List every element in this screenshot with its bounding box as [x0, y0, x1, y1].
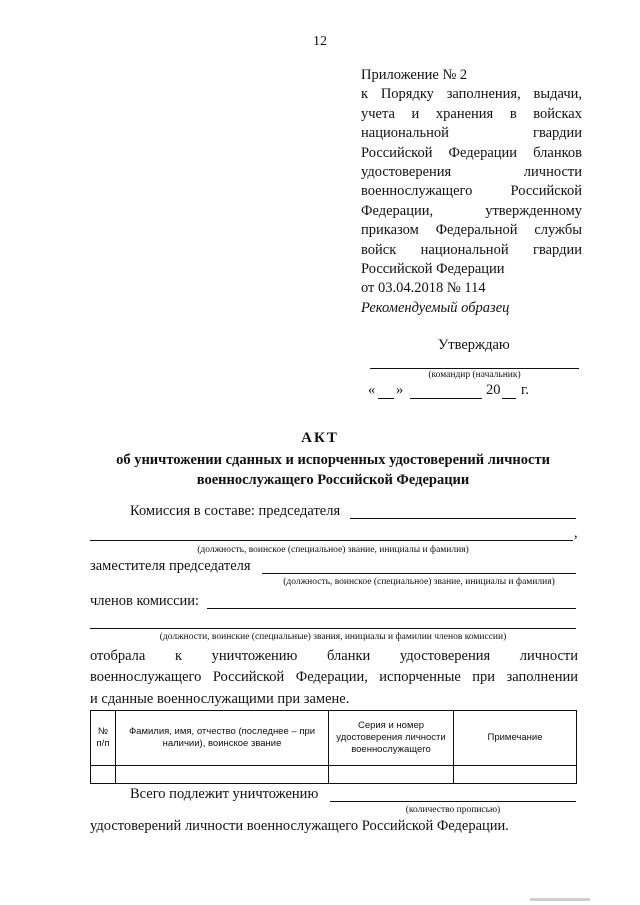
appendix-line: национальной гвардии [361, 125, 582, 142]
act-title: АКТ [301, 430, 339, 446]
appendix-line: от 03.04.2018 № 114 [361, 280, 486, 297]
appendix-line: войск национальной гвардии [361, 241, 582, 258]
appendix-line: Российской Федерации бланков [361, 144, 582, 161]
appendix-line: учета и хранения в войсках [361, 105, 582, 122]
members-field[interactable] [207, 608, 576, 609]
chairman-comma: , [574, 525, 578, 541]
act-subtitle-line1: об уничтожении сданных и испорченных удостоверений личности [116, 452, 550, 468]
date-year-field[interactable] [502, 398, 516, 399]
chairman-field[interactable] [350, 518, 576, 519]
total-caption: (количество прописью) [405, 805, 501, 815]
scan-artifact [530, 898, 590, 901]
table-cell[interactable] [116, 766, 329, 784]
appendix-line: удостоверения личности [361, 163, 582, 180]
date-month-field[interactable] [410, 398, 482, 399]
appendix-line: к Порядку заполнения, выдачи, [361, 86, 582, 103]
members-field-line2[interactable] [90, 628, 576, 629]
commander-caption: (командир (начальник) [428, 370, 521, 380]
members-caption: (должности, воинские (специальные) звания, инициалы и фамилии членов комиссии) [159, 632, 507, 642]
chairman-caption: (должность, воинское (специальное) звание, инициалы и фамилия) [197, 545, 469, 555]
table-cell[interactable] [329, 766, 454, 784]
header-cell-number: № п/п [91, 711, 116, 766]
date-year-prefix: 20 [486, 382, 501, 398]
table-cell[interactable] [454, 766, 577, 784]
approval-word: Утверждаю [438, 337, 510, 353]
appendix-block [361, 66, 582, 299]
date-open-quote: « [368, 382, 376, 398]
appendix-line: Федерации, утвержденному [361, 202, 582, 219]
page-number: 12 [313, 34, 327, 49]
body-text-line: отобрала к уничтожению бланки удостоверения личности [90, 648, 578, 664]
deputy-field[interactable] [262, 573, 576, 574]
appendix-line: приказом Федеральной службы [361, 222, 582, 239]
appendix-line: Российской Федерации [361, 260, 505, 277]
sample-label: Рекомендуемый образец [361, 300, 510, 316]
members-label: членов комиссии: [90, 593, 200, 609]
date-day-field[interactable] [378, 398, 394, 399]
destruction-table [90, 710, 577, 784]
header-cell-name: Фамилия, имя, отчество (последнее – при наличии), воинское звание [116, 711, 329, 766]
date-close-quote: » [396, 382, 404, 398]
body-text-line: военнослужащего Российской Федерации, испорченные при заполнении [90, 669, 578, 685]
chairman-field-line2[interactable] [90, 540, 573, 541]
act-subtitle [90, 450, 576, 490]
deputy-label: заместителя председателя [90, 558, 251, 574]
table-header-row [91, 711, 577, 766]
table-cell[interactable] [91, 766, 116, 784]
appendix-line: военнослужащего Российской [361, 183, 582, 200]
total-label: Всего подлежит уничтожению [130, 786, 319, 802]
date-year-suffix: г. [521, 382, 529, 398]
appendix-line: Приложение № 2 [361, 67, 468, 83]
header-cell-series: Серия и номер удостоверения личности военнослужащего [329, 711, 454, 766]
act-subtitle-line2: военнослужащего Российской Федерации [196, 472, 470, 488]
header-cell-note: Примечание [454, 711, 577, 766]
deputy-caption: (должность, воинское (специальное) звание, инициалы и фамилия) [283, 577, 555, 587]
total-field[interactable] [330, 801, 576, 802]
table-row [91, 766, 577, 784]
chairman-label: Комиссия в составе: председателя [130, 503, 341, 519]
total-tail: удостоверений личности военнослужащего Российской Федерации. [90, 818, 509, 834]
body-text-line: и сданные военнослужащими при замене. [90, 691, 350, 707]
commander-signature-line[interactable] [370, 368, 579, 369]
